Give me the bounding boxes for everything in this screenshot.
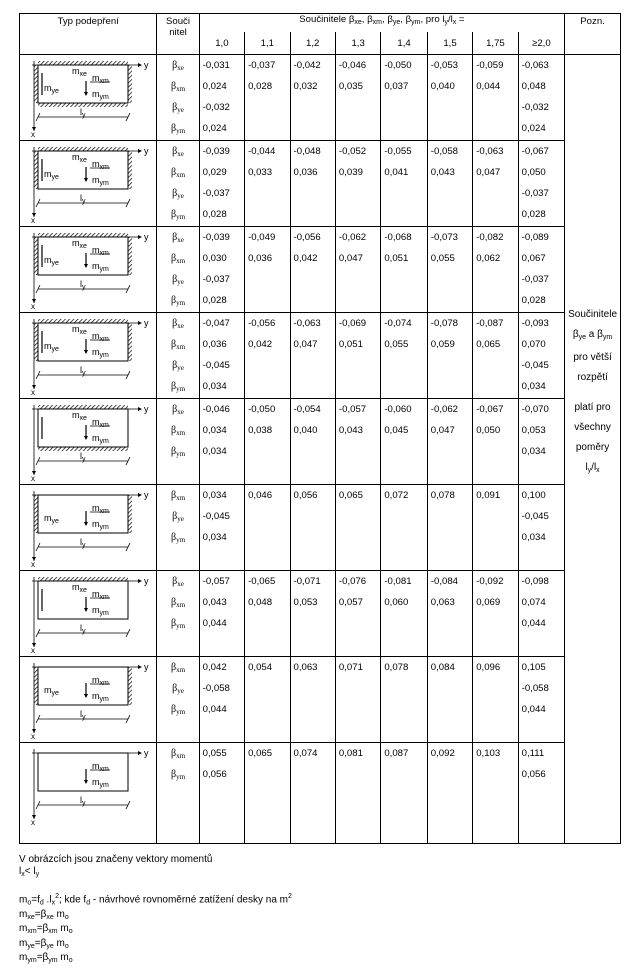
svg-text:x: x: [31, 216, 35, 223]
svg-text:y: y: [144, 232, 149, 242]
value-cell: -0,054 0,040: [290, 399, 335, 485]
value-cell: -0,039 0,030 -0,037 0,028: [199, 227, 244, 313]
header-ratio: 1,0: [199, 32, 244, 55]
table-row: [20, 313, 621, 399]
coefficient-names: $\beta_{xe}$ $\beta_{xm}$ $\beta_{ye}$ $\beta_{ym}$: [157, 141, 199, 227]
svg-text:mxm: $m_{xm}$: [92, 159, 109, 171]
svg-text:y: y: [144, 748, 149, 758]
value-cell: 0,092: [427, 743, 472, 844]
svg-text:x: x: [31, 732, 35, 739]
support-type-cell: [20, 313, 157, 399]
svg-text:ly: $l_y$: [80, 623, 86, 635]
header-ratio: ≥2,0: [518, 32, 564, 55]
value-cell: -0,074 0,055: [381, 313, 427, 399]
footer-line-1: V obrázcích jsou značeny vektory momentů: [19, 854, 213, 865]
value-cell: 0,072: [381, 485, 427, 571]
svg-text:ly: $l_y$: [80, 193, 86, 205]
support-type-cell: [20, 743, 157, 844]
value-cell: -0,053 0,040: [427, 55, 472, 141]
footer-line-7: $m_{ye}=\beta_{ye}$ $m_o$: [19, 937, 69, 950]
svg-text:mye: $m_{ye}$: [44, 513, 59, 525]
svg-text:ly: $l_y$: [80, 709, 86, 721]
support-type-cell: [20, 227, 157, 313]
value-cell: -0,068 0,051: [381, 227, 427, 313]
svg-text:y: y: [144, 404, 149, 414]
header-coefficients-title: Součinitele $\beta_{xe}$, $\beta_{xm}$, $\beta_{ye}$, $\beta_{ym}$, pro $l_y/l_x$ =: [199, 14, 564, 33]
value-cell: -0,047 0,036 -0,045 0,034: [199, 313, 244, 399]
svg-text:ly: $l_y$: [80, 795, 86, 807]
value-cell: -0,039 0,029 -0,037 0,028: [199, 141, 244, 227]
value-cell: -0,065 0,048: [245, 571, 290, 657]
support-type-cell: [20, 657, 157, 743]
value-cell: -0,056 0,042: [290, 227, 335, 313]
footer-line-2: $l_x< l_y$: [19, 865, 40, 878]
svg-text:mym: $m_{ym}$: [92, 433, 109, 445]
coefficient-names: $\beta_{xm}$ $\beta_{ym}$: [157, 743, 199, 844]
header-note: Pozn.: [565, 14, 621, 55]
support-diagram: [20, 743, 152, 825]
svg-text:mym: $m_{ym}$: [92, 89, 109, 101]
svg-text:x: x: [31, 388, 35, 395]
value-cell: 0,065: [335, 485, 380, 571]
svg-text:mym: $m_{ym}$: [92, 777, 109, 789]
table-row: [20, 55, 621, 141]
svg-text:ly: $l_y$: [80, 537, 86, 549]
footer-line-6: $m_{xm}=\beta_{xm}$ $m_o$: [19, 923, 73, 936]
svg-text:x: x: [31, 302, 35, 309]
svg-text:ly: $l_y$: [80, 365, 86, 377]
note-cell: Součinitele $\beta_{ye}$ a $\beta_{ym}$ pro větší rozpětí platí pro všechny poměry $l_y/l_x$: [565, 55, 621, 844]
value-cell: -0,067 0,050 -0,037 0,028: [518, 141, 564, 227]
table-row: [20, 571, 621, 657]
header-ratio: 1,1: [245, 32, 290, 55]
svg-text:mxm: $m_{xm}$: [92, 503, 109, 515]
svg-text:mxm: $m_{xm}$: [92, 589, 109, 601]
support-diagram: [20, 55, 152, 137]
value-cell: -0,046 0,034 0,034: [199, 399, 244, 485]
value-cell: -0,073 0,055: [427, 227, 472, 313]
svg-text:mxe: $m_{xe}$: [72, 410, 87, 422]
header-ratio: 1,75: [473, 32, 518, 55]
coefficient-names: $\beta_{xe}$ $\beta_{xm}$ $\beta_{ym}$: [157, 399, 199, 485]
value-cell: -0,062 0,047: [335, 227, 380, 313]
value-cell: 0,074: [290, 743, 335, 844]
value-cell: -0,098 0,074 0,044: [518, 571, 564, 657]
coefficient-names: $\beta_{xe}$ $\beta_{xm}$ $\beta_{ym}$: [157, 571, 199, 657]
value-cell: -0,044 0,033: [245, 141, 290, 227]
value-cell: 0,087: [381, 743, 427, 844]
value-cell: -0,042 0,032: [290, 55, 335, 141]
support-type-cell: [20, 141, 157, 227]
header-ratio: 1,2: [290, 32, 335, 55]
support-type-cell: [20, 399, 157, 485]
svg-text:mym: $m_{ym}$: [92, 175, 109, 187]
svg-text:x: x: [31, 646, 35, 653]
svg-text:y: y: [144, 662, 149, 672]
svg-text:y: y: [144, 490, 149, 500]
footer-notes: [19, 854, 292, 967]
header-coefficient: Souči nitel: [157, 14, 199, 55]
svg-text:mxm: $m_{xm}$: [92, 73, 109, 85]
svg-text:mxm: $m_{xm}$: [92, 761, 109, 773]
svg-text:ly: $l_y$: [80, 451, 86, 463]
svg-text:mym: $m_{ym}$: [92, 605, 109, 617]
value-cell: -0,063 0,048 -0,032 0,024: [518, 55, 564, 141]
value-cell: 0,042 -0,058 0,044: [199, 657, 244, 743]
header-support-type: Typ podepření: [20, 14, 157, 55]
support-diagram: [20, 657, 152, 739]
value-cell: 0,105 -0,058 0,044: [518, 657, 564, 743]
value-cell: 0,096: [473, 657, 518, 743]
value-cell: -0,055 0,041: [381, 141, 427, 227]
svg-text:y: y: [144, 60, 149, 70]
footer-line-4: $m_o=f_d$ $.l_x^2$; kde $f_d$ - návrhové rovnoměrné zatížení desky na $m^2$: [19, 893, 292, 907]
value-cell: -0,093 0,070 -0,045 0,034: [518, 313, 564, 399]
value-cell: -0,067 0,050: [473, 399, 518, 485]
svg-text:mye: $m_{ye}$: [44, 341, 59, 353]
support-type-cell: [20, 571, 157, 657]
value-cell: 0,091: [473, 485, 518, 571]
value-cell: -0,048 0,036: [290, 141, 335, 227]
value-cell: -0,078 0,059: [427, 313, 472, 399]
coefficient-names: $\beta_{xm}$ $\beta_{ye}$ $\beta_{ym}$: [157, 485, 199, 571]
support-type-cell: [20, 55, 157, 141]
value-cell: -0,087 0,065: [473, 313, 518, 399]
support-diagram: [20, 485, 152, 567]
value-cell: -0,057 0,043: [335, 399, 380, 485]
value-cell: -0,089 0,067 -0,037 0,028: [518, 227, 564, 313]
svg-text:mye: $m_{ye}$: [44, 255, 59, 267]
value-cell: -0,063 0,047: [290, 313, 335, 399]
svg-text:y: y: [144, 576, 149, 586]
svg-text:mxe: $m_{xe}$: [72, 238, 87, 250]
svg-text:x: x: [31, 474, 35, 481]
value-cell: -0,062 0,047: [427, 399, 472, 485]
svg-text:mym: $m_{ym}$: [92, 347, 109, 359]
svg-text:mxm: $m_{xm}$: [92, 675, 109, 687]
svg-text:mxe: $m_{xe}$: [72, 152, 87, 164]
value-cell: -0,069 0,051: [335, 313, 380, 399]
table-row: [20, 743, 621, 844]
svg-text:mye: $m_{ye}$: [44, 169, 59, 181]
svg-text:mym: $m_{ym}$: [92, 519, 109, 531]
value-cell: -0,059 0,044: [473, 55, 518, 141]
svg-text:x: x: [31, 560, 35, 567]
value-cell: -0,058 0,043: [427, 141, 472, 227]
value-cell: -0,046 0,035: [335, 55, 380, 141]
value-cell: -0,057 0,043 0,044: [199, 571, 244, 657]
coefficient-names: $\beta_{xe}$ $\beta_{xm}$ $\beta_{ye}$ $\beta_{ym}$: [157, 227, 199, 313]
coefficient-names: $\beta_{xe}$ $\beta_{xm}$ $\beta_{ye}$ $\beta_{ym}$: [157, 313, 199, 399]
svg-text:mxm: $m_{xm}$: [92, 331, 109, 343]
value-cell: -0,056 0,042: [245, 313, 290, 399]
value-cell: 0,071: [335, 657, 380, 743]
header-ratio: 1,4: [381, 32, 427, 55]
svg-text:mxe: $m_{xe}$: [72, 582, 87, 594]
svg-text:mye: $m_{ye}$: [44, 685, 59, 697]
table-row: [20, 399, 621, 485]
value-cell: 0,111 0,056: [518, 743, 564, 844]
value-cell: -0,050 0,037: [381, 55, 427, 141]
footer-line-5: $m_{xe}=\beta_{xe}$ $m_o$: [19, 908, 69, 921]
svg-text:y: y: [144, 146, 149, 156]
coefficient-names: $\beta_{xm}$ $\beta_{ye}$ $\beta_{ym}$: [157, 657, 199, 743]
value-cell: -0,063 0,047: [473, 141, 518, 227]
support-diagram: [20, 141, 152, 223]
svg-text:ly: $l_y$: [80, 279, 86, 291]
svg-text:mym: $m_{ym}$: [92, 691, 109, 703]
svg-text:mxe: $m_{xe}$: [72, 324, 87, 336]
value-cell: -0,081 0,060: [381, 571, 427, 657]
header-ratio: 1,5: [427, 32, 472, 55]
svg-text:mym: $m_{ym}$: [92, 261, 109, 273]
support-diagram: [20, 571, 152, 653]
value-cell: -0,084 0,063: [427, 571, 472, 657]
value-cell: 0,078: [427, 485, 472, 571]
coefficient-table: [19, 13, 621, 844]
value-cell: 0,054: [245, 657, 290, 743]
value-cell: -0,049 0,036: [245, 227, 290, 313]
value-cell: 0,034 -0,045 0,034: [199, 485, 244, 571]
value-cell: 0,100 -0,045 0,034: [518, 485, 564, 571]
value-cell: -0,037 0,028: [245, 55, 290, 141]
value-cell: -0,092 0,069: [473, 571, 518, 657]
value-cell: -0,071 0,053: [290, 571, 335, 657]
support-type-cell: [20, 485, 157, 571]
value-cell: -0,031 0,024 -0,032 0,024: [199, 55, 244, 141]
svg-text:ly: $l_y$: [80, 107, 86, 119]
svg-text:mxe: $m_{xe}$: [72, 66, 87, 78]
header-ratio: 1,3: [335, 32, 380, 55]
svg-text:x: x: [31, 818, 35, 825]
value-cell: 0,081: [335, 743, 380, 844]
table-row: [20, 227, 621, 313]
value-cell: -0,082 0,062: [473, 227, 518, 313]
value-cell: 0,046: [245, 485, 290, 571]
table-row: [20, 141, 621, 227]
value-cell: 0,063: [290, 657, 335, 743]
value-cell: 0,084: [427, 657, 472, 743]
support-diagram: [20, 399, 152, 481]
svg-text:y: y: [144, 318, 149, 328]
coefficient-names: $\beta_{xe}$ $\beta_{xm}$ $\beta_{ye}$ $\beta_{ym}$: [157, 55, 199, 141]
svg-text:mye: $m_{ye}$: [44, 83, 59, 95]
table-row: [20, 657, 621, 743]
value-cell: -0,052 0,039: [335, 141, 380, 227]
value-cell: -0,076 0,057: [335, 571, 380, 657]
value-cell: -0,060 0,045: [381, 399, 427, 485]
value-cell: -0,070 0,053 0,034: [518, 399, 564, 485]
table-row: [20, 485, 621, 571]
value-cell: 0,065: [245, 743, 290, 844]
value-cell: 0,078: [381, 657, 427, 743]
value-cell: 0,103: [473, 743, 518, 844]
footer-line-8: $m_{ym}=\beta_{ym}$ $m_o$: [19, 952, 73, 965]
svg-text:mxm: $m_{xm}$: [92, 245, 109, 257]
value-cell: 0,055 0,056: [199, 743, 244, 844]
support-diagram: [20, 227, 152, 309]
support-diagram: [20, 313, 152, 395]
value-cell: -0,050 0,038: [245, 399, 290, 485]
svg-text:mxm: $m_{xm}$: [92, 417, 109, 429]
value-cell: 0,056: [290, 485, 335, 571]
svg-text:x: x: [31, 130, 35, 137]
